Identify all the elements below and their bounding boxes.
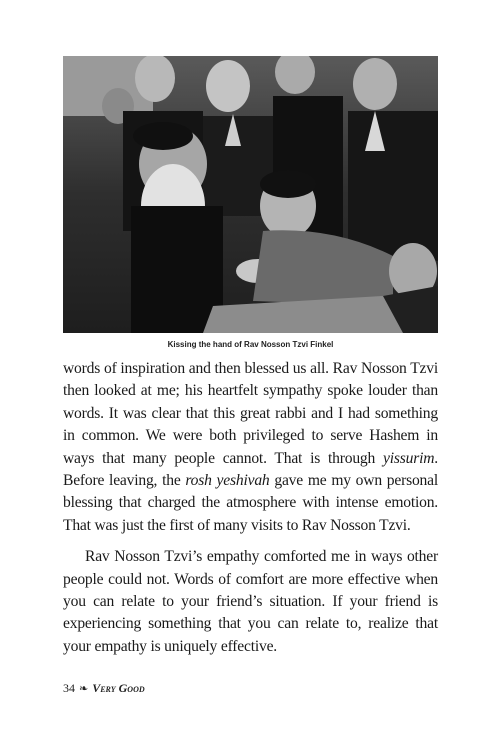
running-title: Very Good [92,681,145,695]
body-text [63,358,438,658]
page-footer [63,681,145,696]
page-number: 34 [63,681,75,695]
photo-caption: Kissing the hand of Rav Nosson Tzvi Finkel [167,340,334,349]
paragraph-2: Rav Nosson Tzvi’s empathy comforted me in ways other people could not. Words of comfort are more effective when you can relate to your friend’s situation. If your friend is experiencing something that you can relate to, realize that your empathy is uniquely effective. [63,548,438,655]
ornament-icon: ❧ [79,683,89,695]
photo-image [63,56,438,333]
photo [63,56,438,333]
paragraph-1: words of inspiration and then blessed us all. Rav Nosson Tzvi then looked at me; his heartfelt sympathy spoke louder than words. It was clear that this great rabbi and I had something in common. We were both privileged to serve Hashem in ways that many people cannot. That is through yissurim. Before leaving, the rosh yeshivah gave me my own personal blessing that charged the atmosphere with intense emotion. That was just the first of many visits to Rav Nosson Tzvi. [63,360,438,534]
